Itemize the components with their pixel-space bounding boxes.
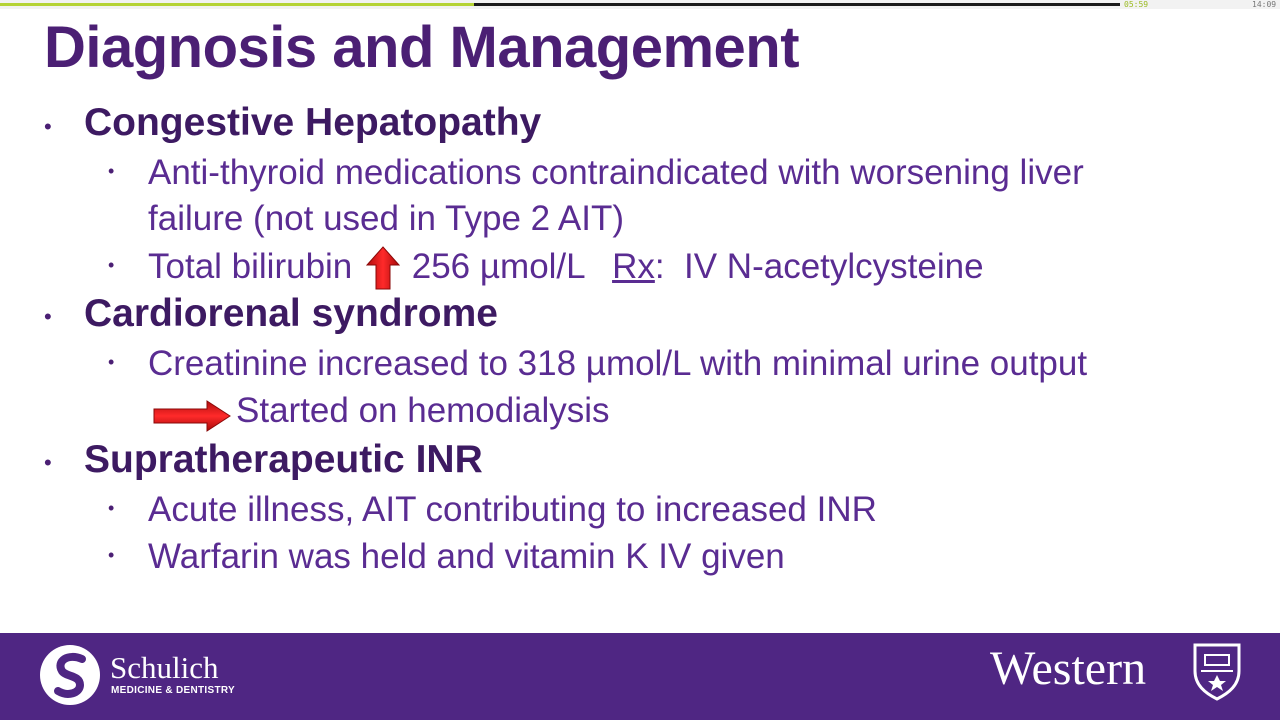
rx-label: Rx — [612, 247, 655, 286]
total-time: 14:09 — [1252, 0, 1277, 9]
acute-illness-line: Acute illness, AIT contributing to increased INR — [148, 490, 877, 529]
section-heading-supratherapeutic-inr: Supratherapeutic INR — [84, 438, 483, 481]
bilirubin-line — [148, 244, 984, 290]
rx-text: : IV N-acetylcysteine — [654, 247, 984, 286]
bullet-icon: • — [108, 545, 115, 565]
bilirubin-label: Total bilirubin — [148, 247, 353, 286]
schulich-logo-icon — [38, 643, 102, 707]
creatinine-line: Creatinine increased to 318 µmol/L with minimal urine output — [148, 344, 1088, 383]
bullet-icon: • — [44, 450, 52, 475]
western-crest-icon — [1191, 641, 1243, 701]
schulich-subtitle: MEDICINE & DENTISTRY — [111, 685, 235, 696]
bullet-icon: • — [108, 161, 115, 181]
hemodialysis-line: Started on hemodialysis — [236, 391, 610, 430]
slide-title: Diagnosis and Management — [44, 15, 800, 80]
arrow-up-icon — [366, 246, 400, 290]
bullet-icon: • — [44, 304, 52, 329]
elapsed-time: 05:59 — [1124, 0, 1149, 9]
section-heading-congestive-hepatopathy: Congestive Hepatopathy — [84, 101, 542, 144]
progress-fill — [0, 3, 474, 6]
bullet-icon: • — [108, 498, 115, 518]
anti-thyroid-line-1: Anti-thyroid medications contraindicated with worsening liver — [148, 153, 1084, 192]
bullet-icon: • — [108, 255, 115, 275]
section-heading-cardiorenal-syndrome: Cardiorenal syndrome — [84, 292, 498, 335]
player-progress-bar[interactable] — [0, 0, 1280, 9]
western-name: Western — [990, 642, 1147, 695]
bilirubin-value: 256 µmol/L — [411, 247, 585, 286]
bullet-icon: • — [44, 114, 52, 139]
anti-thyroid-line-2: failure (not used in Type 2 AIT) — [148, 199, 625, 238]
slide-footer — [0, 633, 1280, 720]
bullet-icon: • — [108, 352, 115, 372]
progress-track[interactable] — [0, 3, 1120, 6]
arrow-right-icon — [153, 400, 231, 432]
warfarin-line: Warfarin was held and vitamin K IV given — [148, 537, 785, 576]
schulich-name: Schulich — [110, 650, 219, 685]
